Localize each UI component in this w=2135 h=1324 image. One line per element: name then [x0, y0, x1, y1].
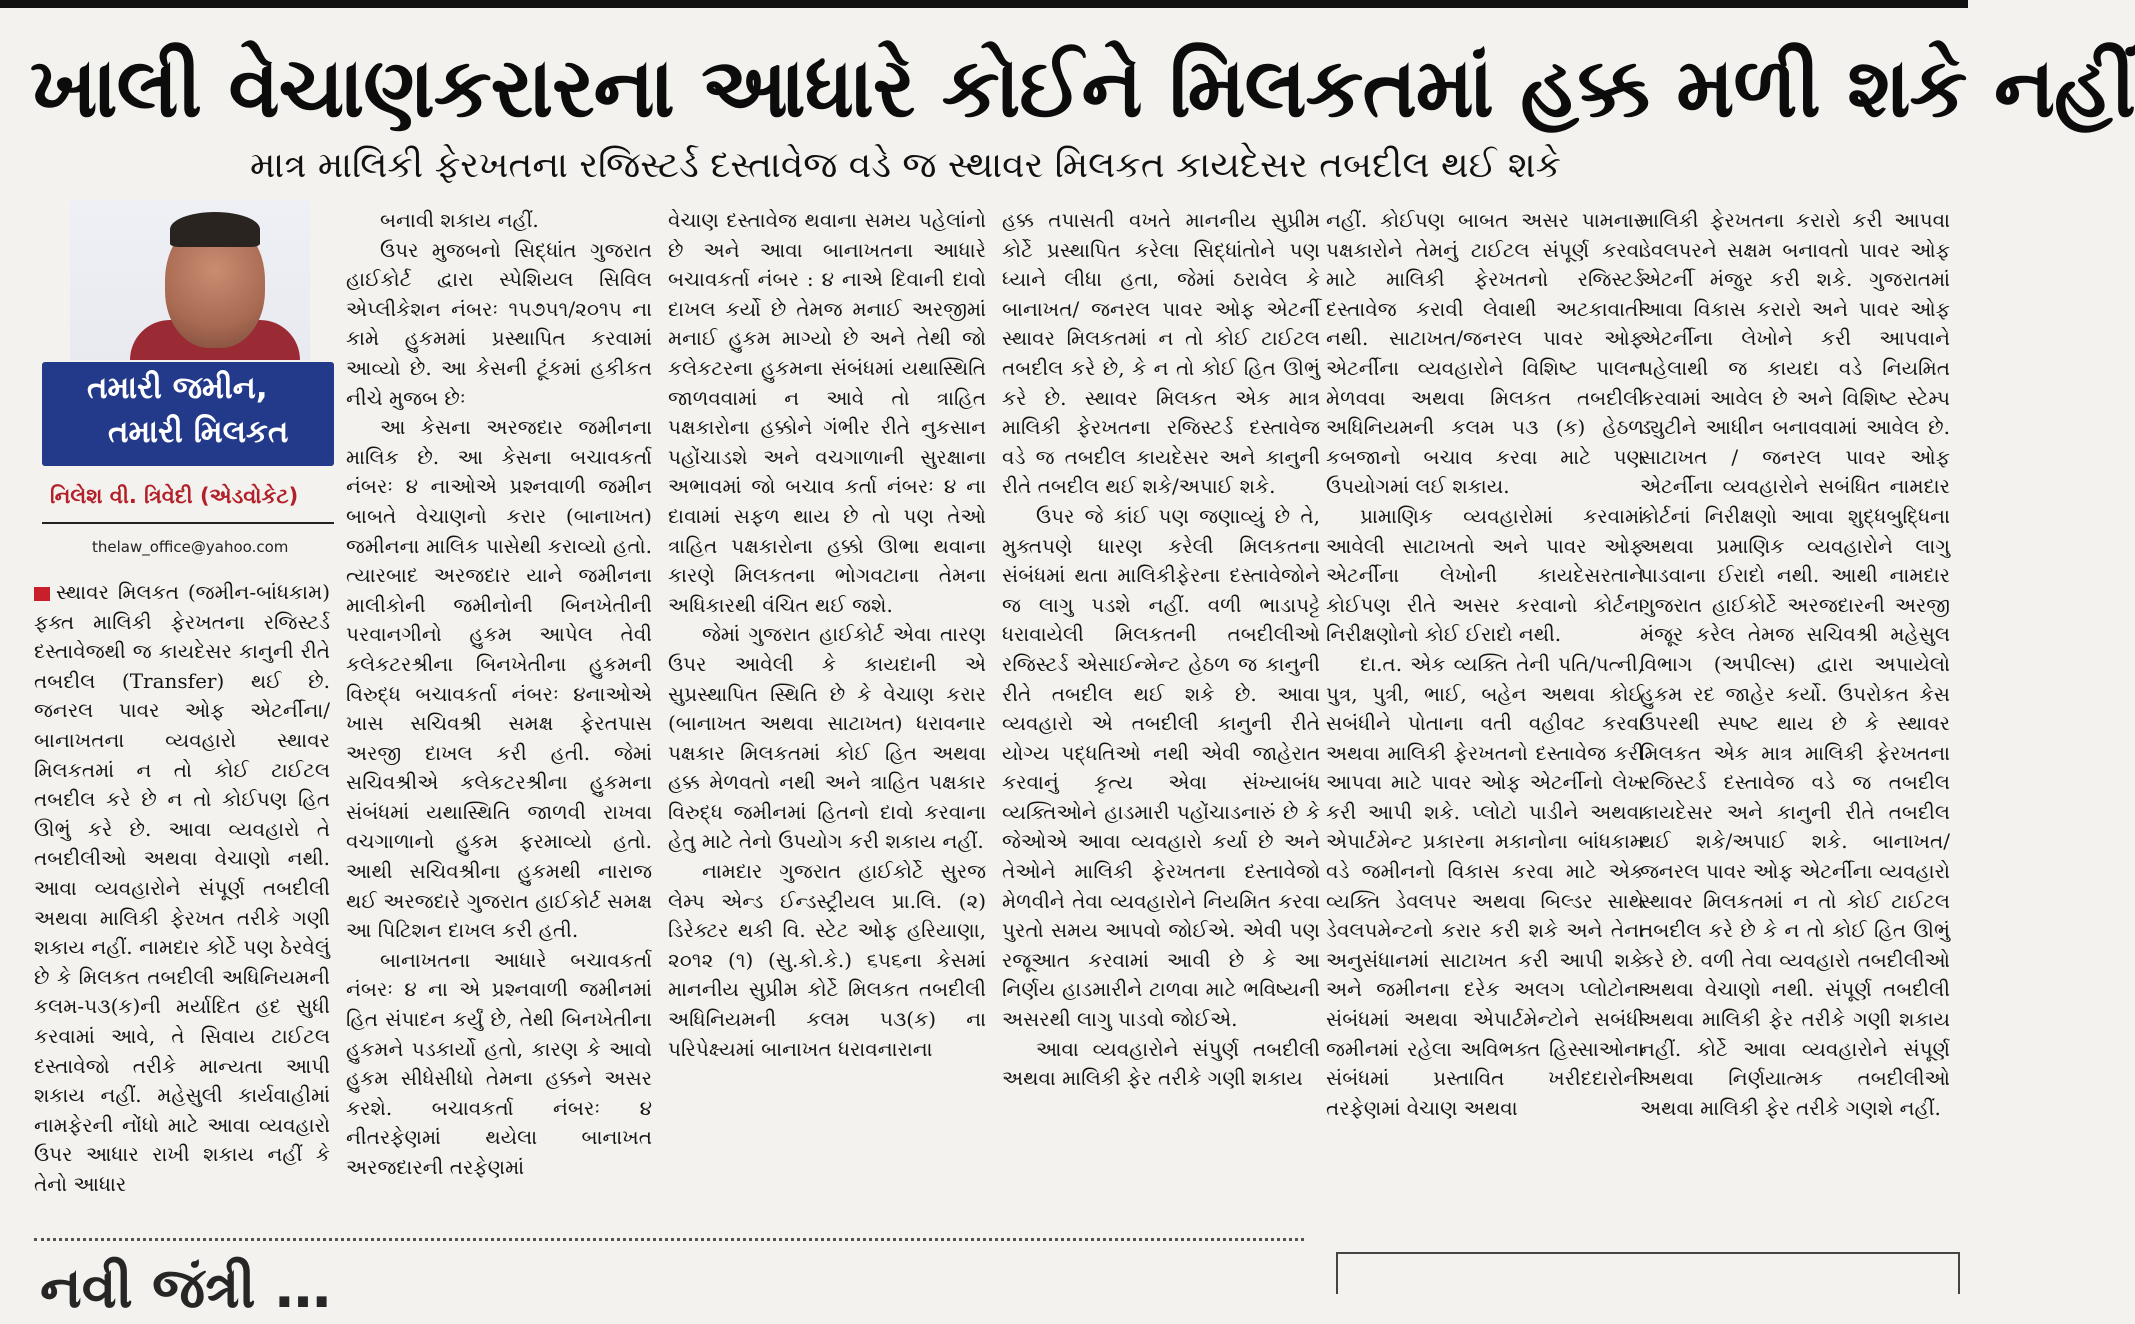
paragraph: માલિકી ફેરખતના કરારો કરી આપવા ડેવલપરને સક્ષમ બનાવતો પાવર ઓફ એટર્ની મંજુર કરી શકે. ગુજરાતમાં આવા વિકાસ કરારો અને પાવર ઓફ એટર્નીના લેખોને કરી આપવાને પહેલાથી જ કાયદા વડે નિયમિત કરવામાં આવેલ છે અને વિશિષ્ટ સ્ટેમ્પ ડ્યુટીને આધીન બનાવવામાં આવેલ છે. સાટાખત / જનરલ પાવર ઓફ એટર્નીના વ્યવહારોને સબંધિત નામદાર કોર્ટનાં નિરીક્ષણો આવા શુદ્ધબુદ્ધિના અથવા પ્રમાણિક વ્યવહારોને લાગુ પાડવાના ઈરાદો નથી. આથી નામદાર ગુજરાત હાઈકોર્ટે અરજદારની અરજી મંજૂર કરેલ તેમજ સચિવશ્રી મહેસુલ વિભાગ (અપીલ્સ) દ્વારા અપાયેલો હુકમ રદ જાહેર કર્યો. ઉપરોકત કેસ ઉપરથી સ્પષ્ટ થાય છે કે સ્થાવર મિલકત એક માત્ર માલિકી ફેરખતના રજિસ્ટર્ડ દસ્તાવેજ વડે જ તબદીલ કાયદેસર અને કાનુની રીતે તબદીલ થઈ શકે/અપાઈ શકે. બાનાખત/જનરલ પાવર ઓફ એટર્નીના વ્યવહારો સ્થાવર મિલકતમાં ન તો કોઈ ટાઈટલ તબદીલ કરે છે કે ન તો કોઈ હિત ઊભું કરે છે. વળી તેવા વ્યવહારો તબદીલીઓ અથવા વેચાણો નથી. સંપૂર્ણ તબદીલી અથવા માલિકી ફેર તરીકે ગણી શકાય નહીં. કોર્ટે આવા વ્યવહારોને સંપૂર્ણ અથવા નિર્ણયાત્મક તબદીલીઓ અથવા માલિકી ફેર તરીકે ગણશે નહીં.	[1640, 208, 1950, 1120]
headline: ખાલી વેચાણકરારના આધારે કોઈને મિલકતમાં હક્ક મળી શકે નહીં	[30, 41, 2135, 136]
article-column-4	[1002, 206, 1320, 1216]
paragraph: હક્ક તપાસતી વખતે માનનીય સુપ્રીમ કોર્ટે પ્રસ્થાપિત કરેલા સિદ્ધાંતોને પણ ધ્યાને લીધા હતા, જેમાં ઠરાવેલ કે બાનાખત/ જનરલ પાવર ઓફ એટર્ની સ્થાવર મિલકતમાં ન તો કોઈ ટાઈટલ તબદીલ કરે છે, કે ન તો કોઈ હિત ઊભું કરે છે. સ્થાવર મિલકત એક માત્ર માલિકી ફેરખતના રજિસ્ટર્ડ દસ્તાવેજ વડે જ તબદીલ કાયદેસર અને કાનુની રીતે તબદીલ થઈ શકે/અપાઈ શકે.	[1002, 208, 1320, 499]
paragraph: બાનાખતના આધારે બચાવકર્તા નંબરઃ ૪ ના એ પ્રશ્નવાળી જમીનમાં હિત સંપાદન કર્યું છે, તેથી બિનખેતીના હુકમને પડકાર્યો હતો, કારણ કે આવો હુકમ સીધેસીધો તેમના હક્કને અસર કરશે. બચાવકર્તા નંબરઃ ૪ નીતરફેણમાં થયેલા બાનાખત અરજદારની તરફેણમાં	[346, 947, 652, 1179]
paragraph	[34, 578, 330, 1199]
column-title-line1: તમારી જમીન,	[87, 370, 268, 406]
photo-hair	[170, 212, 260, 247]
author-name: નિલેશ વી. ત્રિવેદી (એડવોકેટ)	[50, 484, 299, 508]
column-title-badge	[42, 362, 334, 466]
top-border	[0, 0, 1968, 8]
article-column-1	[34, 578, 330, 1218]
next-article-box	[1336, 1252, 1960, 1294]
paragraph: બનાવી શકાય નહીં.	[380, 208, 539, 232]
article-column-3	[668, 206, 986, 1216]
paragraph: આ કેસના અરજદાર જમીનના માલિક છે. આ કેસના બચાવકર્તા નંબરઃ ૪ નાઓએ પ્રશ્નવાળી જમીન બાબતે વેચાણનો કરાર (બાનાખત) જમીનના માલિક પાસેથી કરાવ્યો હતો. ત્યારબાદ અરજદાર યાને જમીનના માલીકોની જમીનોની બિનખેતીની પરવાનગીનો હુકમ આપેલ તેવી કલેકટરશ્રીના બિનખેતીના હુકમની વિરુદ્ધ બચાવકર્તા નંબરઃ ૪નાઓએ ખાસ સચિવશ્રી સમક્ષ ફેરતપાસ અરજી દાખલ કરી હતી. જેમાં સચિવશ્રીએ કલેકટરશ્રીના હુકમના સંબંધમાં યથાસ્થિતિ જાળવી રાખવા વચગાળાનો હુકમ ફરમાવ્યો હતો. આથી સચિવશ્રીના હુકમથી નારાજ થઈ અરજદારે ગુજરાત હાઈકોર્ટ સમક્ષ આ પિટિશન દાખલ કરી હતી.	[346, 415, 652, 943]
article-column-5	[1326, 206, 1644, 1216]
article-column-6	[1640, 206, 1950, 1216]
article-column-2	[346, 206, 652, 1216]
paragraph: પ્રામાણિક વ્યવહારોમાં કરવામાં આવેલી સાટાખતો અને પાવર ઓફ એટર્નીના લેખોની કાયદેસરતાને કોઈપણ રીતે અસર કરવાનો કોર્ટના નિરીક્ષણોનો કોઈ ઈરાદો નથી.	[1326, 503, 1644, 647]
author-divider	[42, 522, 334, 524]
author-photo	[70, 200, 310, 360]
author-email: thelaw_office@yahoo.com	[92, 538, 289, 556]
next-article-headline-partial: નવી જંત્રી …	[40, 1256, 332, 1321]
dotted-divider	[34, 1238, 1304, 1241]
column-title-line2: તમારી મિલકત	[108, 414, 289, 450]
paragraph: વેચાણ દસ્તાવેજ થવાના સમય પહેલાંનો છે અને આવા બાનાખતના આધારે બચાવકર્તા નંબર : ૪ નાએ દિવાની દાવો દાખલ કર્યો છે તેમજ મનાઈ અરજીમાં મનાઈ હુકમ માગ્યો છે અને તેથી જો કલેકટરના હુકમના સંબંધમાં યથાસ્થિતિ જાળવવામાં ન આવે તો ત્રાહિત પક્ષકારોના હક્કોને ગંભીર રીતે નુકસાન પહોંચાડશે અને વચગાળાની સુરક્ષાના અભાવમાં જો બચાવ કર્તા નંબરઃ ૪ ના દાવામાં સફળ થાય છે તો પણ તેઓ ત્રાહિત પક્ષકારોના હક્કો ઊભા થવાના કારણે મિલકતના ભોગવટાના તેમના અધિકારથી વંચિત થઈ જશે.	[668, 208, 986, 617]
paragraph: આવા વ્યવહારોને સંપુર્ણ તબદીલી અથવા માલિકી ફેર તરીકે ગણી શકાય	[1002, 1036, 1320, 1091]
bullet-square-icon	[34, 587, 50, 601]
paragraph: ઉપર મુજબનો સિદ્ધાંત ગુજરાત હાઈકોર્ટ દ્વારા સ્પેશિયલ સિવિલ એપ્લીકેશન નંબરઃ ૧૫૭૫૧/૨૦૧૫ ના કામે હુકમમાં પ્રસ્થાપિત કરવામાં આવ્યો છે. આ કેસની ટૂંકમાં હકીકત નીચે મુજબ છેઃ	[346, 237, 652, 410]
paragraph: નામદાર ગુજરાત હાઈકોર્ટે સુરજ લેમ્પ એન્ડ ઈન્ડસ્ટ્રીયલ પ્રા.લિ. (૨) ડિરેક્ટર થકી વિ. સ્ટેટ ઓફ હરિયાણા, ૨૦૧૨ (૧) (સુ.કો.કે.) ૬૫૬ના કેસમાં માનનીય સુપ્રીમ કોર્ટે મિલકત તબદીલી અધિનિયમની કલમ ૫૩(ક) ના પરિપેક્ષ્યમાં બાનાખત ધરાવનારાના	[668, 859, 986, 1061]
paragraph: જેમાં ગુજરાત હાઈકોર્ટ એવા તારણ ઉપર આવેલી કે કાયદાની એ સુપ્રસ્થાપિત સ્થિતિ છે કે વેચાણ કરાર (બાનાખત અથવા સાટાખત) ધરાવનાર પક્ષકાર મિલકતમાં કોઈ હિત અથવા હક્ક મેળવતો નથી અને ત્રાહિત પક્ષકાર વિરુદ્ધ જમીનમાં હિતનો દાવો કરવાના હેતુ માટે તેનો ઉપયોગ કરી શકાય નહીં.	[668, 622, 986, 854]
subheadline: માત્ર માલિકી ફેરખતના રજિસ્ટર્ડ દસ્તાવેજ વડે જ સ્થાવર મિલકત કાયદેસર તબદીલ થઈ શકે	[250, 145, 1562, 186]
paragraph: ઉપર જે કાંઈ પણ જણાવ્યું છે તે, મુક્તપણે ધારણ કરેલી મિલકતના સંબંધમાં થતા માલિકીફેરના દસ્તાવેજોને જ લાગુ પડશે નહીં. વળી ભાડાપટ્ટે ધરાવાયેલી મિલકતની તબદીલીઓ રજિસ્ટર્ડ એસાઈન્મેન્ટ હેઠળ જ કાનુની રીતે તબદીલ થઈ શકે છે. આવા વ્યવહારો એ તબદીલી કાનુની રીતે યોગ્ય પદ્ધતિઓ નથી એવી જાહેરાત કરવાનું કૃત્ય એવા સંખ્યાબંધ વ્યક્તિઓને હાડમારી પહોંચાડનારું છે કે જેઓએ આવા વ્યવહારો કર્યા છે અને તેઓને માલિકી ફેરખતના દસ્તાવેજો મેળવીને તેવા વ્યવહારોને નિયમિત કરવા પુરતો સમય આપવો જોઈએ. એવી પણ રજૂઆત કરવામાં આવી છે કે આ નિર્ણય હાડમારીને ટાળવા માટે ભવિષ્યની અસરથી લાગુ પાડવો જોઈએ.	[1002, 503, 1320, 1032]
paragraph-text: સ્થાવર મિલકત (જમીન-બાંધકામ) ફક્ત માલિકી ફેરખતના રજિસ્ટર્ડ દસ્તાવેજથી જ કાયદેસર કાનુની રીતે તબદીલ (Transfer) થઈ છે. જનરલ પાવર ઓફ એટર્નીના/બાનાખતના વ્યવહારો સ્થાવર મિલકતમાં ન તો કોઈ ટાઈટલ તબદીલ કરે છે ન તો કોઈપણ હિત ઊભું કરે છે. આવા વ્યવહારો તે તબદીલીઓ અથવા વેચાણો નથી. આવા વ્યવહારોને સંપૂર્ણ તબદીલી અથવા માલિકી ફેરખત તરીકે ગણી શકાય નહીં. નામદાર કોર્ટે પણ ઠેરવેલું છે કે મિલકત તબદીલી અધિનિયમની કલમ-૫૩(ક)ની મર્યાદિત હદ સુધી કરવામાં આવે, તે સિવાય ટાઈટલ દસ્તાવેજો તરીકે માન્યતા આપી શકાય નહીં. મહેસુલી કાર્યવાહીમાં નામફેરની નોંધો માટે આવા વ્યવહારો ઉપર આધાર રાખી શકાય નહીં કે તેનો આધાર	[34, 580, 330, 1196]
paragraph: દા.ત. એક વ્યક્તિ તેની પતિ/પત્ની, પુત્ર, પુત્રી, ભાઈ, બહેન અથવા કોઈ સબંધીને પોતાના વતી વહીવટ કરવા અથવા માલિકી ફેરખતનો દસ્તાવેજ કરી આપવા માટે પાવર ઓફ એટર્નીનો લેખ કરી આપી શકે. પ્લોટો પાડીને અથવા એપાર્ટમેન્ટ પ્રકારના મકાનોના બાંધકામ વડે જમીનનો વિકાસ કરવા માટે એક વ્યક્તિ ડેવલપર અથવા બિલ્ડર સાથે ડેવલપમેન્ટનો કરાર કરી શકે અને તેના અનુસંધાનમાં સાટાખત કરી આપી શકે અને જમીનના દરેક અલગ પ્લોટોના સંબંધમાં અથવા એપાર્ટમેન્ટોને સબંધી જમીનમાં રહેલા અવિભક્ત હિસ્સાઓના સંબંધમાં પ્રસ્તાવિત ખરીદદારોની તરફેણમાં વેચાણ અથવા	[1326, 651, 1644, 1120]
paragraph: નહીં. કોઈપણ બાબત અસર પામનાર પક્ષકારોને તેમનું ટાઈટલ સંપૂર્ણ કરવા માટે માલિકી ફેરખતનો રજિસ્ટર્ડ દસ્તાવેજ કરાવી લેવાથી અટકાવાતી નથી. સાટાખત/જનરલ પાવર ઓફ એટર્નીના વ્યવહારોને વિશિષ્ટ પાલન મેળવવા અથવા મિલકત તબદીલી અધિનિયમની કલમ ૫૩ (ક) હેઠળ કબજાનો બચાવ કરવા માટે પણ ઉપયોગમાં લઈ શકાય.	[1326, 208, 1644, 499]
